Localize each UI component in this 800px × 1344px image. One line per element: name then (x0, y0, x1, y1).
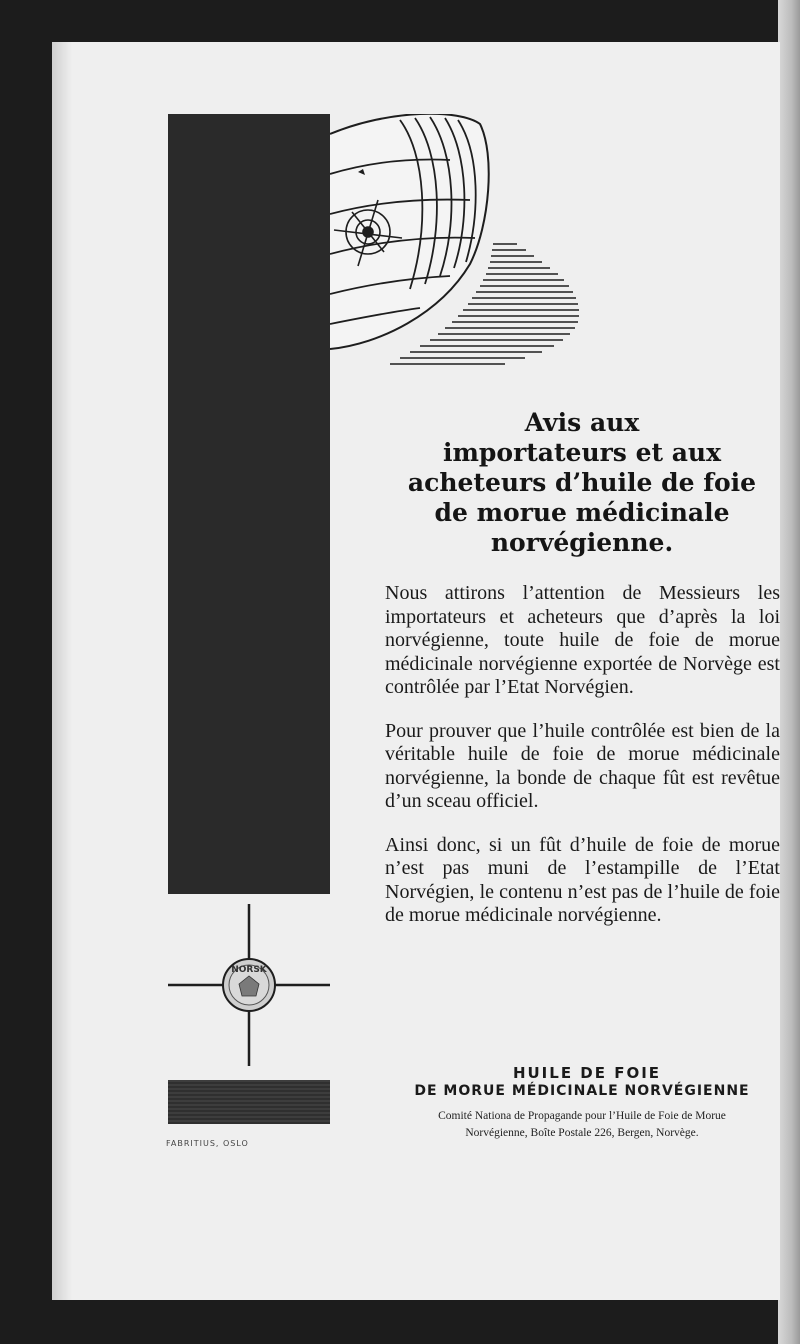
paragraph-estampille: Ainsi donc, si un fût d’huile de foie de morue n’est pas muni de l’estampille de l’Etat Norvégien, le contenu n’est pas de l’huile de foie de morue médicinale norvégienne. (385, 833, 780, 926)
footer-title (382, 1064, 782, 1100)
paragraph-sceau: Pour prouver que l’huile contrôlée est bien de la véritable huile de foie de morue médicinale norvégienne, la bonde de chaque fût est revêtue d’un sceau officiel. (385, 719, 780, 812)
page-gutter-shadow (52, 42, 72, 1300)
paragraph-controle: Nous attirons l’attention de Messieurs les importateurs et acheteurs que d’après la loi norvégienne, toute huile de foie de morue médicinale norvégienne exportée de Norvège est contrôlée par l’Etat Norvégien. (385, 582, 780, 698)
headline-line: norvégienne. (490, 528, 674, 557)
committee-line2: Norvégienne, Boîte Postale 226, Bergen, Norvège. (465, 1127, 699, 1139)
headline-line: de morue médicinale (434, 498, 730, 527)
footer-title-line1: HUILE DE FOIE (512, 1064, 662, 1082)
bottom-dark-block (168, 1080, 330, 1124)
headline (382, 408, 782, 558)
committee-address (382, 1108, 782, 1142)
footer-title-line2: DE MORUE MÉDICINALE NORVÉGIENNE (414, 1083, 750, 1099)
exclamation-bar (168, 114, 330, 894)
committee-line1: Comité Nationa de Propagande pour l’Huile de Foie de Morue (438, 1110, 726, 1122)
magazine-page (52, 42, 780, 1300)
seal-text: NORSK (231, 965, 267, 975)
headline-line: importateurs et aux (442, 438, 722, 467)
body-text (385, 582, 780, 948)
adjacent-page-edge (778, 0, 800, 1344)
norsk-seal-compass (168, 904, 330, 1066)
headline-line: acheteurs d’huile de foie (407, 468, 757, 497)
printer-credit: FABRITIUS, OSLO (166, 1139, 249, 1148)
headline-line: Avis aux (524, 408, 640, 437)
barrel-illustration (330, 114, 580, 374)
